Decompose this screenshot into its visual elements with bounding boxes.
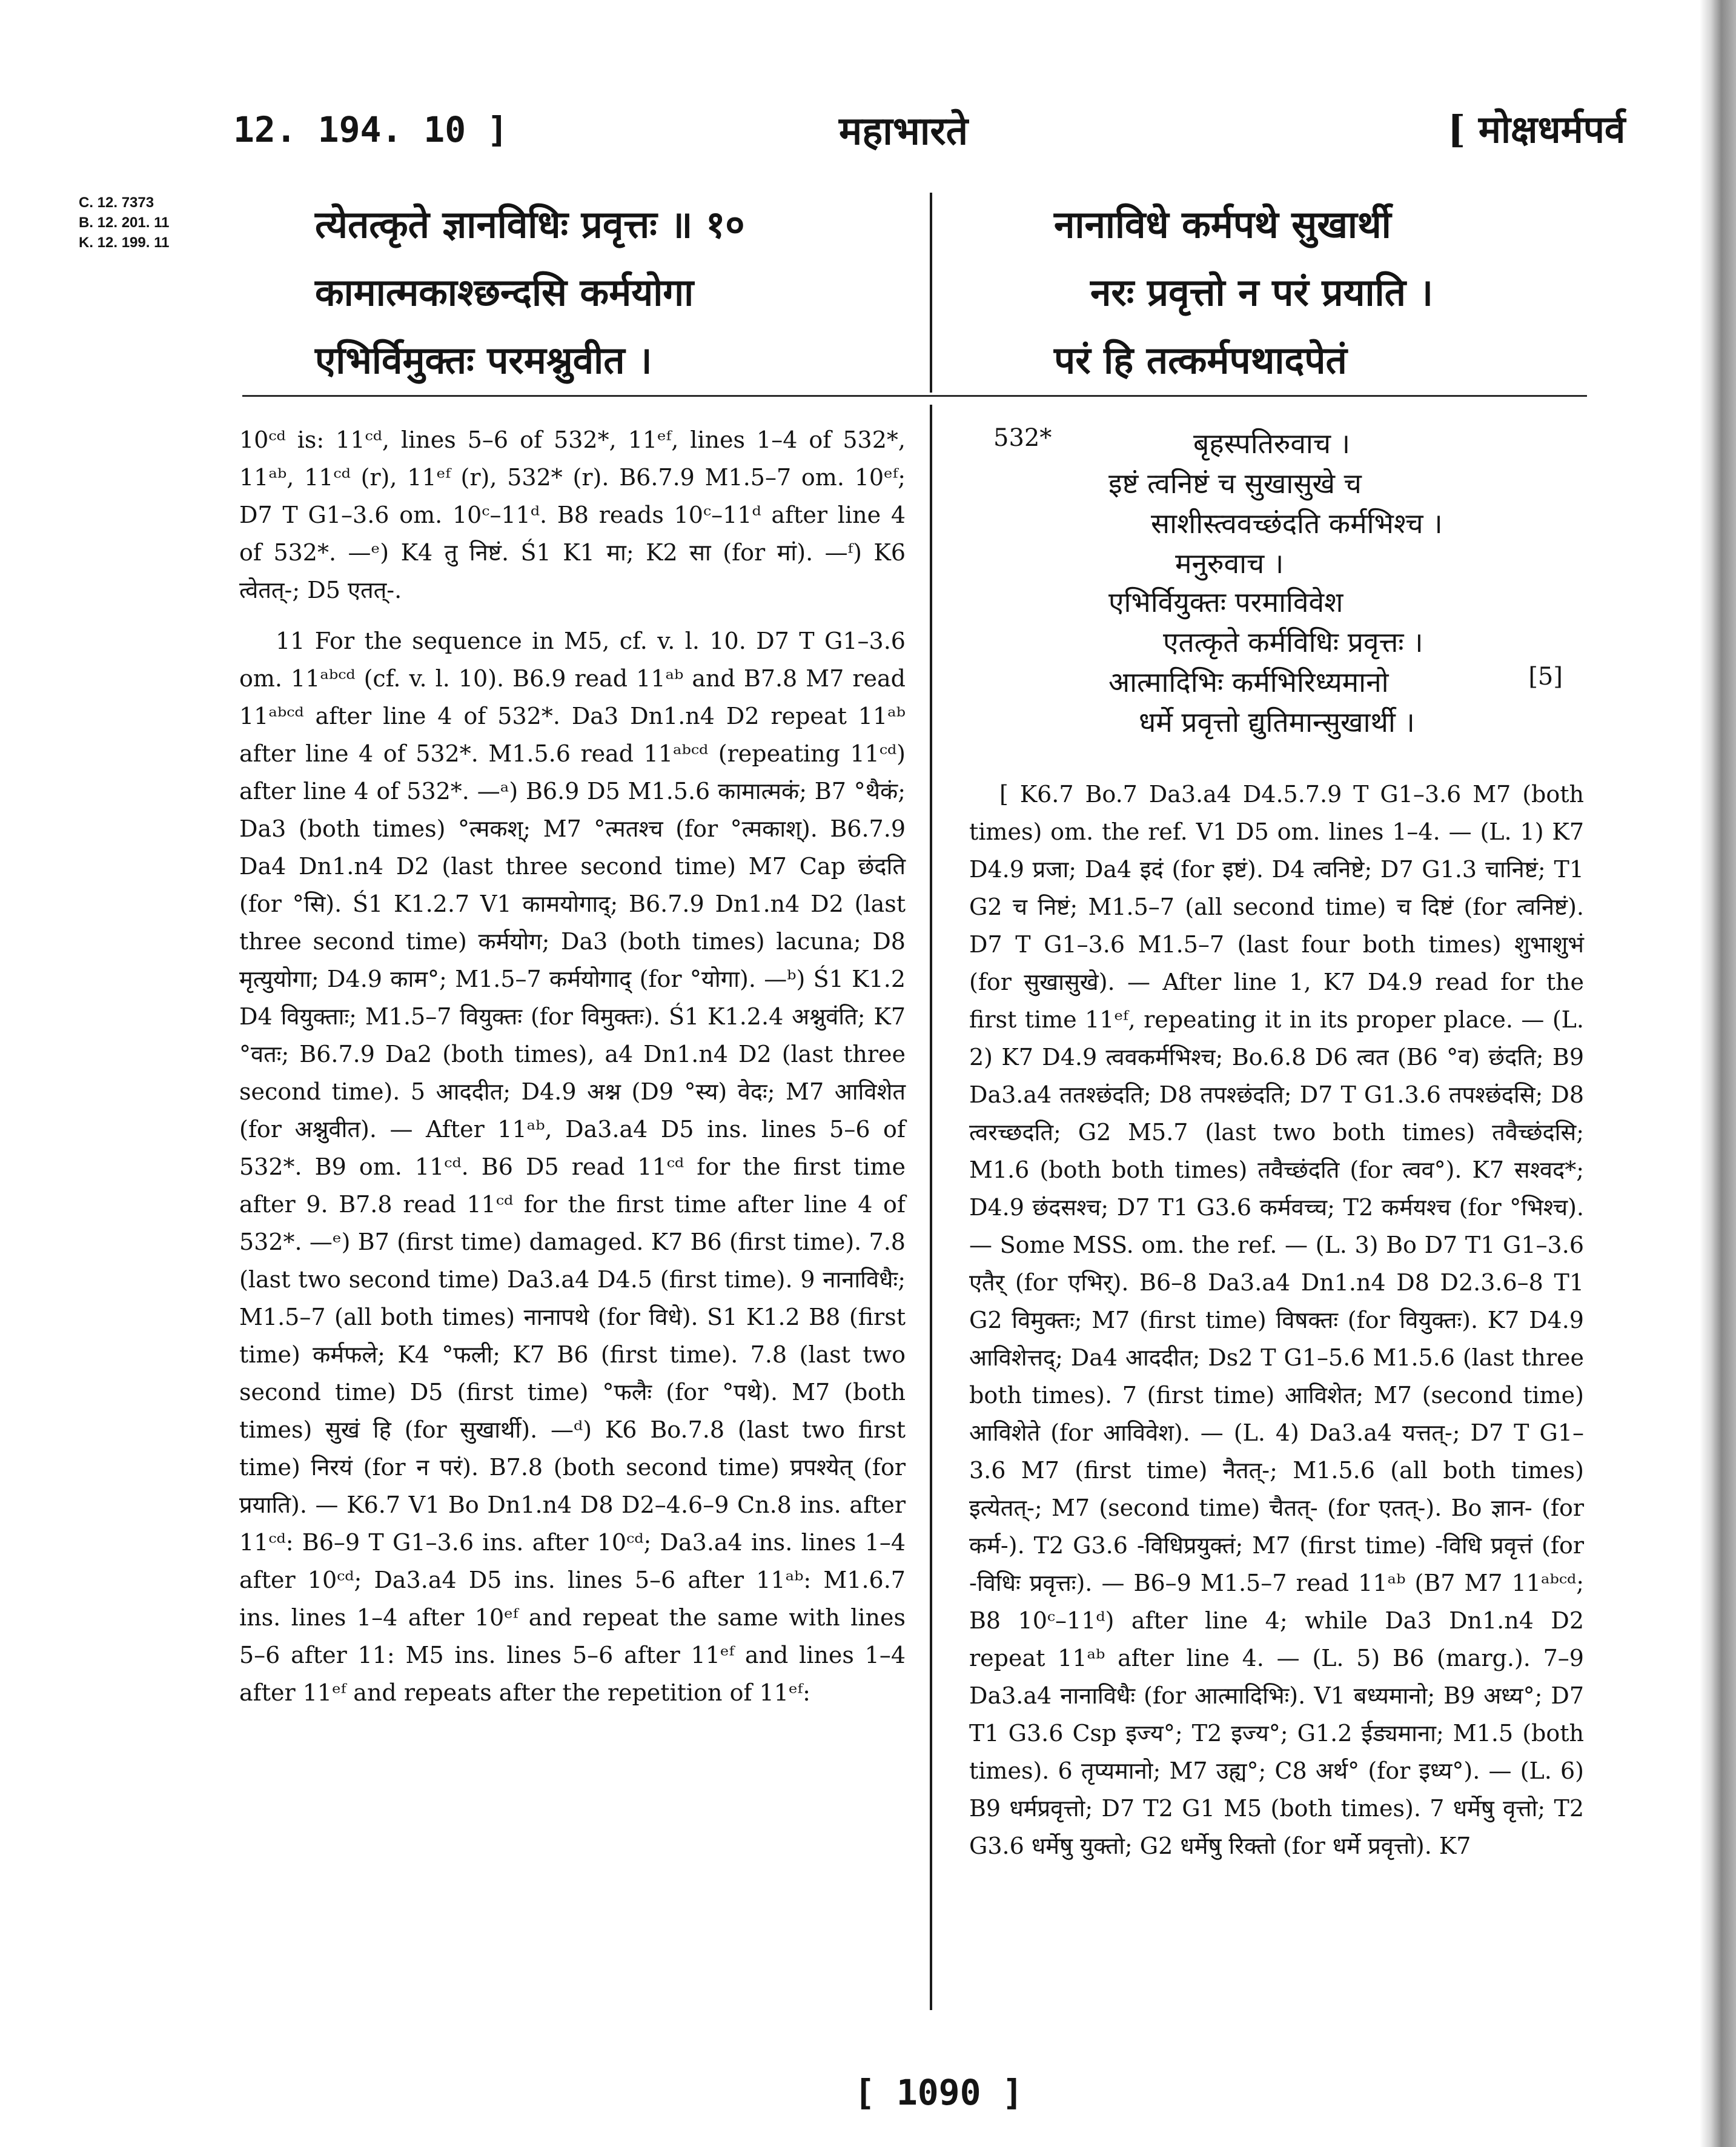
constituted-text-left — [315, 191, 909, 394]
column-rule-verse — [930, 193, 932, 393]
text-apparatus-divider — [242, 395, 1587, 397]
passage-line: आत्मादिभिः कर्मभिरिध्यमानो — [1108, 666, 1389, 699]
passage-line: इष्टं त्वनिष्टं च सुखासुखे च — [1108, 467, 1362, 500]
verse-reference: 12. 194. 10 ] — [233, 109, 508, 150]
concordance-calcutta: C. 12. 7373 — [79, 194, 154, 211]
apparatus-note: 10ᶜᵈ is: 11ᶜᵈ, lines 5–6 of 532*, 11ᵉᶠ, lines 1–4 of 532*, 11ᵃᵇ, 11ᶜᵈ (r), 11ᵉᶠ (r), 532* (r). B6.7.9 M1.5–7 om. 10ᵉᶠ; D7 T G1–3.6 om. 10ᶜ–11ᵈ. B8 reads 10ᶜ–11ᵈ after line 4 of 532*. —ᵉ) K4 तु निष्टं. Ś1 K1 मा; K2 सा (for मां). —ᶠ) K6 त्वेतत्-; D5 एतत्-. — [239, 426, 906, 603]
concordance-margin — [79, 193, 169, 253]
book-title: महाभारते — [839, 108, 969, 154]
apparatus-note: [ K6.7 Bo.7 Da3.a4 D4.5.7.9 T G1–3.6 M7 (both times) om. the ref. V1 D5 om. lines 1–4. — (L. 1) K7 D4.9 प्रजा; Da4 इदं (for इष्टं). D4 त्वनिष्टे; D7 G1.3 चानिष्टं; T1 G2 च निष्टं; M1.5–7 (all second time) च दिष्टं (for त्वनिष्टं). D7 T G1–3.6 M1.5–7 (last four both times) शुभाशुभं (for सुखासुखे). — After line 1, K7 D4.9 read for the first time 11ᵉᶠ, repeating it in its proper place. — (L. 2) K7 D4.9 त्ववकर्मभिश्च; Bo.6.8 D6 त्वत (B6 °व) छंदति; B9 Da3.a4 ततश्छंदति; D8 तपश्छंदति; D7 T G1.3.6 तपश्छंदसि; D8 त्वरच्छदति; G2 M5.7 (last two both times) तवैच्छंदसि; M1.6 (both both times) तवैच्छंदति (for त्वव°). K7 सश्वद*; D4.9 छंदसश्च; D7 T1 G3.6 कर्मवच्च; T2 कर्मयश्च (for °भिश्च). — Some MSS. om. the ref. — (L. 3) Bo D7 T1 G1–3.6 एतैर् (for एभिर्). B6–8 Da3.a4 Dn1.n4 D8 D2.3.6–8 T1 G2 विमुक्तः; M7 (first time) विषक्तः (for वियुक्तः). K7 D4.9 आविशेत्तद्; Da4 आददीत; Ds2 T G1–5.6 M1.5.6 (last three both times). 7 (first time) आविशेत; M7 (second time) आविशेते (for आविवेश). — (L. 4) Da3.a4 यत्तत्-; D7 T G1–3.6 M7 (first time) नैतत्-; M1.5.6 (all both times) इत्येतत्-; M7 (second time) चैतत्- (for एतत्-). Bo ज्ञान- (for कर्म-). T2 G3.6 -विधिप्रयुक्तं; M7 (first time) -विधि प्रवृत्तं (for -विधिः प्रवृत्तः). — B6–9 M1.5–7 read 11ᵃᵇ (B7 M7 11ᵃᵇᶜᵈ; B8 10ᶜ–11ᵈ) after line 4; while Da3 Dn1.n4 D2 repeat 11ᵃᵇ after line 4. — (L. 5) B6 (marg.). 7–9 Da3.a4 नानाविधैः (for आत्मादिभिः). V1 बध्यमानो; B9 अध्य°; D7 T1 G3.6 Csp इज्य°; T2 इज्य°; G1.2 ईड्यमाना; M1.5 (both times). 6 तृप्यमानो; M7 उह्य°; C8 अर्थ° (for इध्य°). — (L. 6) B9 धर्मप्रवृत्तो; D7 T2 G1 M5 (both times). 7 धर्मेषु वृत्तो; T2 G3.6 धर्मेषु युक्तो; G2 धर्मेषु रिक्तो (for धर्मे प्रवृत्तो). K7 — [969, 781, 1584, 1859]
concordance-kumbhakonam: K. 12. 199. 11 — [79, 234, 170, 251]
concordance-bombay: B. 12. 201. 11 — [79, 214, 170, 231]
passage-line: बृहस्पतिरुवाच । — [1193, 427, 1351, 460]
verse-line: कामात्मकाश्छन्दसि कर्मयोगा — [315, 270, 694, 314]
star-passage-number: 532* — [993, 424, 1052, 452]
verse-line: परं हि तत्कर्मपथादपेतं — [1054, 338, 1347, 382]
passage-line: मनुरुवाच । — [1175, 547, 1284, 580]
passage-line: एतत्कृते कर्मविधिः प्रवृत्तः । — [1163, 626, 1423, 659]
passage-line-number: [5] — [1528, 663, 1563, 691]
page-edge-shadow — [1700, 0, 1736, 2147]
critical-apparatus-right — [969, 775, 1584, 1865]
running-header — [0, 103, 1736, 170]
passage-line: साशीस्त्ववच्छंदति कर्मभिश्च । — [1151, 507, 1443, 540]
passage-line: एभिर्वियुक्तः परमाविवेश — [1108, 586, 1343, 619]
page-number: [ 1090 ] — [854, 2072, 1024, 2113]
column-rule-apparatus — [930, 405, 932, 2010]
apparatus-note: 11 For the sequence in M5, cf. v. l. 10. D7 T G1–3.6 om. 11ᵃᵇᶜᵈ (cf. v. l. 10). B6.9 read 11ᵃᵇ and B7.8 M7 read 11ᵃᵇᶜᵈ after line 4 of 532*. Da3 Dn1.n4 D2 repeat 11ᵃᵇ after line 4 of 532*. M1.5.6 read 11ᵃᵇᶜᵈ (repeating 11ᶜᵈ) after line 4 of 532*. —ᵃ) B6.9 D5 M1.5.6 कामात्मकं; B7 °थैकं; Da3 (both times) °त्मकश्; M7 °त्मतश्च (for °त्मकाश्). B6.7.9 Da4 Dn1.n4 D2 (last three second time) M7 Cap छंदति (for °सि). Ś1 K1.2.7 V1 कामयोगाद्; B6.7.9 Dn1.n4 D2 (last three second time) कर्मयोग; Da3 (both times) lacuna; D8 मृत्युयोगा; D4.9 काम°; M1.5–7 कर्मयोगाद् (for °योगा). —ᵇ) Ś1 K1.2 D4 वियुक्ताः; M1.5–7 वियुक्तः (for विमुक्तः). Ś1 K1.2.4 अश्नुवंति; K7 °वतः; B6.7.9 Da2 (both times), a4 Dn1.n4 D2 (last three second time). 5 आददीत; D4.9 अश्न (D9 °स्य) वेदः; M7 आविशेत (for अश्नुवीत). — After 11ᵃᵇ, Da3.a4 D5 ins. lines 5–6 of 532*. B9 om. 11ᶜᵈ. B6 D5 read 11ᶜᵈ for the first time after 9. B7.8 read 11ᶜᵈ for the first time after line 4 of 532*. —ᵉ) B7 (first time) damaged. K7 B6 (first time). 7.8 (last two second time) Da3.a4 D4.5 (first time). 9 नानाविधैः; M1.5–7 (all both times) नानापथे (for विधे). S1 K1.2 B8 (first time) कर्मफले; K4 °फली; K7 B6 (first time). 7.8 (last two second time) D5 (first time) °फलैः (for °पथे). M7 (both times) सुखं हि (for सुखार्थी). —ᵈ) K6 Bo.7.8 (last two first time) निरयं (for न परं). B7.8 (both second time) प्रपश्येत् (for प्रयाति). — K6.7 V1 Bo Dn1.n4 D8 D2–4.6–9 Cn.8 ins. after 11ᶜᵈ: B6–9 T G1–3.6 ins. after 10ᶜᵈ; Da3.a4 ins. lines 1–4 after 10ᶜᵈ; Da3.a4 D5 ins. lines 5–6 after 11ᵃᵇ: M1.6.7 ins. lines 1–4 after 10ᵉᶠ and repeat the same with lines 5–6 after 11: M5 ins. lines 5–6 after 11ᵉᶠ and lines 1–4 after 11ᵉᶠ and repeats after the repetition of 11ᵉᶠ: — [239, 628, 906, 1706]
verse-line: नरः प्रवृत्तो न परं प्रयाति । — [1090, 270, 1434, 314]
passage-line: धर्मे प्रवृत्तो द्युतिमान्सुखार्थी । — [1139, 706, 1415, 738]
verse-line: त्येतत्कृते ज्ञानविधिः प्रवृत्तः ॥ १० — [315, 202, 745, 247]
verse-line: एभिर्विमुक्तः परमश्नुवीत । — [315, 338, 652, 382]
parvan-title: [ मोक्षधर्मपर्व — [1448, 107, 1626, 151]
critical-apparatus-left — [239, 421, 906, 1725]
constituted-text-right — [972, 191, 1578, 394]
verse-line: नानाविधे कर्मपथे सुखार्थी — [1054, 202, 1391, 247]
